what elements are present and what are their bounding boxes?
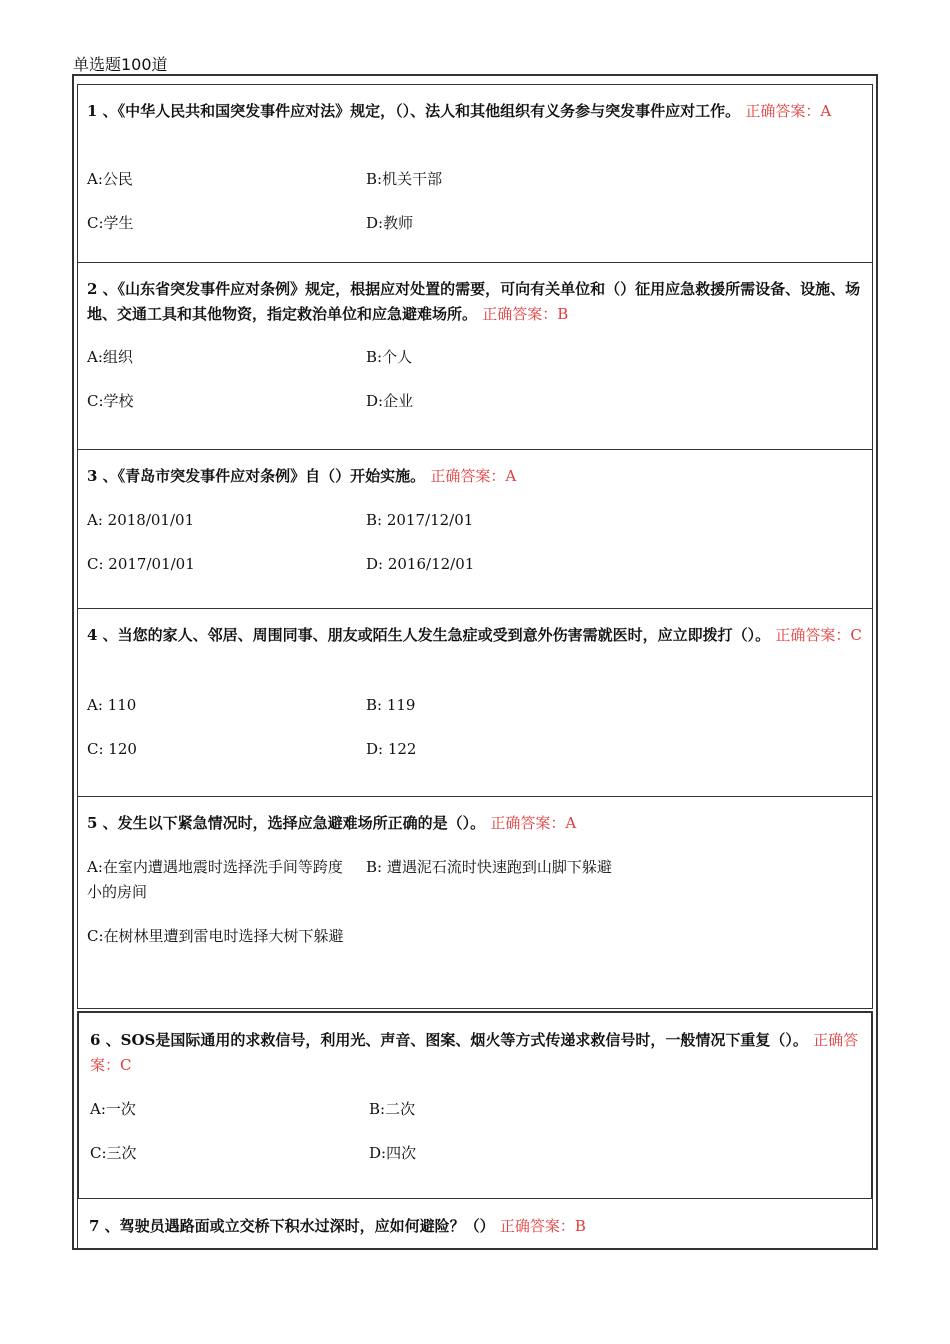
question-2-option-d: D:企业: [366, 392, 414, 410]
question-7-answer: 正确答案：B: [499, 1217, 586, 1235]
question-3-option-c: C: 2017/01/01: [87, 555, 195, 573]
question-2-option-c: C:学校: [87, 392, 134, 410]
question-5-text: 5 、发生以下紧急情况时，选择应急避难场所正确的是（）。: [87, 814, 486, 832]
question-4-text: 4 、当您的家人、邻居、周围同事、朋友或陌生人发生急症或受到意外伤害需就医时，应立即拨打（）。: [87, 626, 771, 644]
question-3-stem: [87, 464, 864, 489]
question-1-stem: [87, 99, 864, 124]
question-4-option-c: C: 120: [87, 740, 137, 758]
question-3-answer: 正确答案：A: [430, 467, 517, 485]
question-4: [77, 608, 873, 798]
question-4-answer: 正确答案：C: [775, 626, 862, 644]
question-6-option-a: A:一次: [90, 1100, 136, 1118]
question-3-option-d: D: 2016/12/01: [366, 555, 475, 573]
question-6-text: 6 、SOS是国际通用的求救信号，利用光、声音、图案、烟火等方式传递求救信号时，一般情况下重复（）。: [90, 1031, 808, 1049]
question-1-option-c: C:学生: [87, 214, 134, 232]
question-1-answer: 正确答案：A: [745, 102, 832, 120]
question-4-stem: [87, 623, 864, 648]
question-1-option-b: B:机关干部: [366, 170, 443, 188]
question-5: [77, 796, 873, 1009]
question-1-option-a: A:公民: [87, 170, 133, 188]
question-5-stem: [87, 811, 864, 836]
question-5-option-b: B: 遭遇泥石流时快速跑到山脚下躲避: [366, 858, 612, 876]
question-7-stem: [89, 1214, 864, 1239]
question-2-option-a: A:组织: [87, 348, 133, 366]
page-title: 单选题100道: [73, 55, 168, 74]
question-6-option-b: B:二次: [369, 1100, 416, 1118]
question-3-text: 3 、《青岛市突发事件应对条例》自（）开始实施。: [87, 467, 426, 485]
question-list: [72, 74, 878, 1250]
question-6-stem: [90, 1028, 863, 1078]
question-2-option-b: B:个人: [366, 348, 413, 366]
question-5-option-a: A:在室内遭遇地震时选择洗手间等跨度小的房间: [87, 858, 343, 901]
question-1: [77, 84, 873, 264]
question-1-option-d: D:教师: [366, 214, 414, 232]
question-6: [77, 1011, 873, 1200]
question-7-text: 7 、驾驶员遇路面或立交桥下积水过深时，应如何避险？（）: [89, 1217, 495, 1235]
question-3-option-b: B: 2017/12/01: [366, 511, 474, 529]
question-2-answer: 正确答案：B: [482, 305, 569, 323]
question-1-text: 1 、《中华人民共和国突发事件应对法》规定，（）、法人和其他组织有义务参与突发事件应对工作。: [87, 102, 741, 120]
question-4-option-a: A: 110: [87, 696, 137, 714]
question-6-answer: 正确答案：C: [90, 1031, 859, 1074]
question-2-text: 2 、《山东省突发事件应对条例》规定，根据应对处置的需要，可向有关单位和（）征用应急救援所需设备、设施、场地、交通工具和其他物资，指定救治单位和应急避难场所。: [87, 280, 861, 323]
question-2: [77, 262, 873, 451]
question-5-answer: 正确答案：A: [490, 814, 577, 832]
question-4-option-d: D: 122: [366, 740, 417, 758]
question-6-option-d: D:四次: [369, 1144, 417, 1162]
question-3-option-a: A: 2018/01/01: [87, 511, 195, 529]
question-5-option-c: C:在树林里遭到雷电时选择大树下躲避: [87, 927, 344, 945]
question-7: [77, 1198, 873, 1250]
question-6-option-c: C:三次: [90, 1144, 137, 1162]
question-4-option-b: B: 119: [366, 696, 416, 714]
question-2-stem: [87, 277, 864, 327]
question-3: [77, 449, 873, 610]
